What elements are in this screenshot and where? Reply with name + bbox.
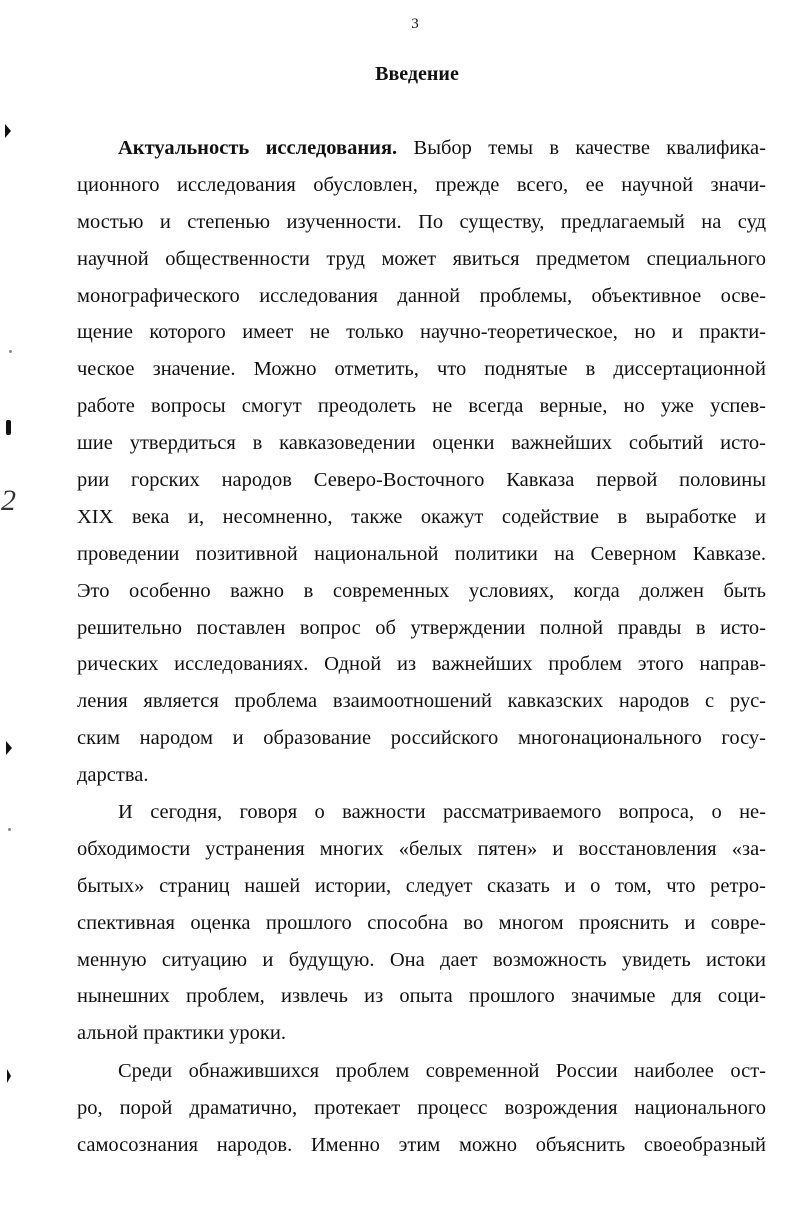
text-line: И сегодня, говоря о важности рассматриваемого вопроса, о не- — [118, 801, 766, 823]
text-line: рических исследованиях. Одной из важнейших проблем этого направ- — [77, 653, 766, 676]
text-line: Это особенно важно в современных условиях, когда должен быть — [77, 579, 766, 602]
text-line: решительно поставлен вопрос об утверждении полной правды в исто- — [77, 616, 766, 639]
text-line: XIX века и, несомненно, также окажут содействие в выработке и — [77, 505, 766, 528]
text-line: рии горских народов Северо-Восточного Кавказа первой половины — [77, 469, 766, 492]
margin-mark-1 — [5, 124, 11, 138]
text-line: спективная оценка прошлого способна во многом прояснить и совре- — [77, 911, 766, 934]
text-line: нынешних проблем, извлечь из опыта прошлого значимые для соци- — [77, 985, 766, 1008]
text-line: ления является проблема взаимоотношений кавказских народов с рус- — [77, 690, 766, 713]
margin-mark-3 — [6, 741, 12, 755]
section-lead: Актуальность исследования. — [118, 137, 398, 159]
paragraph-1 — [77, 130, 766, 794]
text-line: менную ситуацию и будущую. Она дает возможность увидеть истоки — [77, 948, 766, 971]
text-line: ческое значение. Можно отметить, что поднятые в диссертационной — [77, 358, 766, 381]
text-line: Актуальность исследования. Выбор темы в качестве квалифика- — [118, 137, 766, 159]
margin-mark-2 — [6, 420, 11, 435]
text-line: мостью и степенью изученности. По существу, предлагаемый на суд — [77, 210, 766, 233]
text-line: проведении позитивной национальной политики на Северном Кавказе. — [77, 542, 766, 565]
page-number: 3 — [411, 16, 419, 32]
text-line: шие утвердиться в кавказоведении оценки важнейших событий исто- — [77, 432, 766, 455]
text-line: бытых» страниц нашей истории, следует сказать и о том, что ретро- — [77, 874, 766, 897]
text-line: щение которого имеет не только научно-теоретическое, но и практи- — [77, 321, 766, 344]
text-line: монографического исследования данной проблемы, объективное осве- — [77, 284, 766, 307]
text-line: ционного исследования обусловлен, прежде всего, ее научной значи- — [77, 173, 766, 196]
margin-mark-handwritten: 2 — [1, 484, 16, 517]
text-line: ским народом и образование российского многонационального госу- — [77, 727, 766, 750]
text-line: ро, порой драматично, протекает процесс возрождения национального — [77, 1096, 766, 1119]
paragraph-2 — [77, 794, 766, 1052]
margin-mark-4 — [7, 1069, 11, 1083]
text-line: самосознания народов. Именно этим можно объяснить своеобразный — [77, 1133, 766, 1156]
text-line: альной практики уроки. — [77, 1022, 286, 1045]
speck — [9, 350, 12, 353]
text-line: дарства. — [77, 764, 149, 787]
text-line: работе вопросы смогут преодолеть не всегда верные, но уже успев- — [77, 395, 766, 418]
page-title: Введение — [375, 63, 459, 85]
text-line: научной общественности труд может явиться предметом специального — [77, 247, 766, 270]
text-line: Среди обнажившихся проблем современной России наиболее ост- — [118, 1060, 766, 1082]
speck — [8, 828, 11, 831]
text-line: обходимости устранения многих «белых пятен» и восстановления «за- — [77, 837, 766, 860]
paragraph-3 — [77, 1053, 766, 1164]
